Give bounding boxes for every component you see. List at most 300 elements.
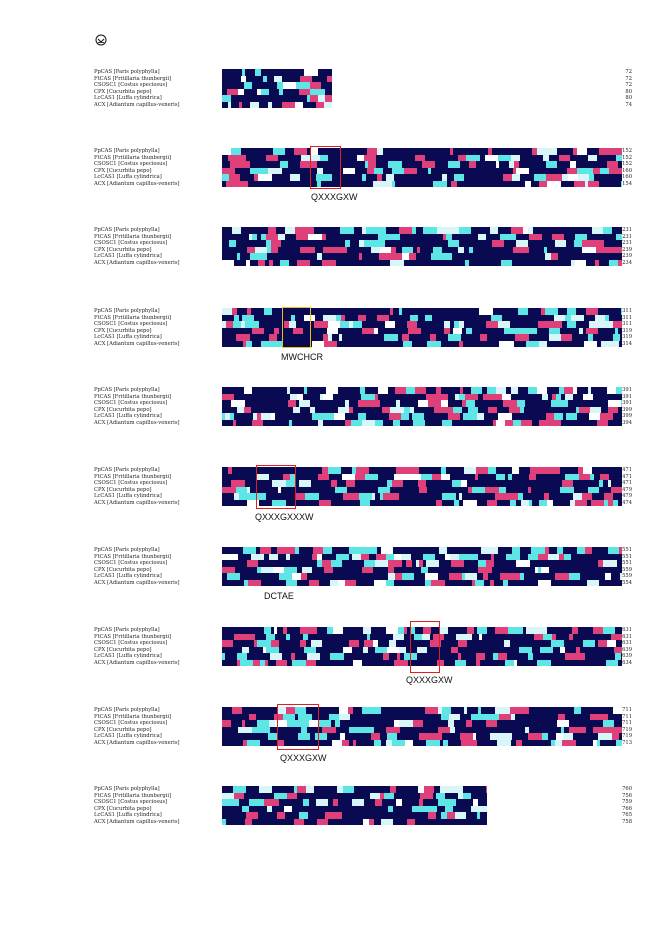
residue-segment	[362, 420, 375, 427]
residue-segment	[226, 819, 236, 826]
sequence-name: CPX [Cucurbita pepo]	[94, 327, 152, 334]
residue-segment	[415, 819, 426, 826]
residue-segment	[276, 660, 287, 667]
residue-segment	[384, 500, 395, 507]
residue-segment	[433, 181, 447, 188]
residue-segment	[555, 740, 562, 747]
residue-segment	[454, 819, 462, 826]
sequence-name: LcCAS1 [Luffa cylindrica]	[94, 174, 162, 180]
residue-segment	[392, 740, 405, 747]
residue-segment	[245, 819, 252, 826]
residue-segment	[515, 580, 524, 587]
sequence-rows	[222, 786, 622, 825]
residue-segment	[370, 341, 380, 348]
residue-segment	[432, 420, 442, 427]
motif-label: MWCHCR	[281, 352, 323, 362]
residue-segment	[505, 660, 514, 667]
residue-segment	[261, 580, 268, 587]
residue-segment	[362, 660, 371, 667]
residue-segment	[250, 260, 258, 267]
residue-segment	[524, 580, 533, 587]
residue-count: 319	[622, 334, 632, 340]
sequence-names	[94, 786, 222, 825]
sequence-name: ACX [Adiantum capillus-veneris]	[94, 259, 180, 266]
sequence-rows	[222, 387, 622, 426]
sequence-name: CSOSC1 [Costus speciosus]	[94, 720, 168, 726]
residue-count: 711	[622, 720, 632, 726]
residue-segment	[441, 341, 451, 348]
motif-label: QXXXGXXXW	[255, 512, 314, 522]
residue-segment	[427, 341, 441, 348]
residue-segment	[426, 740, 440, 747]
sequence-name: LcCAS1 [Luffa cylindrica]	[94, 573, 162, 579]
residue-segment	[574, 580, 587, 587]
residue-segment	[392, 341, 403, 348]
residue-segment	[537, 660, 551, 667]
residue-segment	[544, 740, 551, 747]
sequence-name: FtCAS [Fritillaria thunbergii]	[94, 553, 172, 560]
residue-count: 765	[622, 812, 632, 818]
sequence-name: LcCAS1 [Luffa cylindrica]	[94, 812, 162, 818]
residue-count: 80	[625, 88, 632, 95]
residue-count: 631	[622, 633, 632, 640]
residue-segment	[353, 819, 363, 826]
residue-count: 758	[622, 818, 632, 825]
residue-segment	[225, 580, 235, 587]
residue-segment	[293, 181, 306, 188]
residue-segment	[444, 660, 455, 667]
residue-segment	[400, 420, 413, 427]
residue-segment	[381, 181, 392, 188]
residue-segment	[322, 260, 336, 267]
residue-segment	[248, 580, 261, 587]
sequence-row	[222, 580, 622, 587]
residue-segment	[367, 580, 374, 587]
residue-segment	[273, 260, 280, 267]
residue-segment	[501, 260, 512, 267]
residue-segment	[467, 740, 477, 747]
residue-segment	[512, 181, 522, 188]
residue-segment	[266, 740, 273, 747]
sequence-name: CSOSC1 [Costus speciosus]	[94, 82, 168, 88]
residue-segment	[351, 420, 362, 427]
motif-label: QXXXGXW	[311, 192, 358, 202]
residue-segment	[374, 660, 381, 667]
residue-segment	[316, 102, 324, 109]
residue-segment	[319, 740, 332, 747]
residue-segment	[513, 420, 521, 427]
residue-segment	[356, 580, 367, 587]
residue-segment	[358, 260, 367, 267]
residue-segment	[324, 102, 332, 109]
residue-segment	[551, 580, 561, 587]
residue-segment	[561, 580, 574, 587]
residue-segment	[259, 181, 272, 188]
residue-segment	[479, 819, 487, 826]
sequence-name: CPX [Cucurbita pepo]	[94, 406, 152, 413]
residue-segment	[494, 580, 503, 587]
residue-segment	[532, 260, 542, 267]
residue-counts	[602, 148, 632, 187]
residue-segment	[539, 420, 546, 427]
residue-count: 559	[622, 573, 632, 579]
residue-count: 479	[622, 493, 632, 499]
sequence-name: LcCAS1 [Luffa cylindrica]	[94, 653, 162, 659]
residue-count: 711	[622, 707, 632, 713]
residue-count: 391	[622, 393, 632, 400]
residue-counts	[602, 387, 632, 426]
residue-segment	[508, 580, 515, 587]
residue-count: 711	[622, 713, 632, 720]
residue-segment	[324, 341, 337, 348]
sequence-name: CPX [Cucurbita pepo]	[94, 805, 152, 812]
residue-segment	[523, 660, 537, 667]
residue-segment	[531, 181, 539, 188]
residue-segment	[374, 740, 381, 747]
residue-segment	[336, 260, 344, 267]
residue-count: 471	[622, 480, 632, 486]
residue-count: 474	[622, 499, 632, 506]
sequence-name: CPX [Cucurbita pepo]	[94, 246, 152, 253]
residue-count: 231	[622, 227, 632, 233]
residue-segment	[273, 580, 286, 587]
residue-segment	[413, 740, 426, 747]
sequence-names	[94, 707, 222, 746]
residue-segment	[586, 260, 595, 267]
residue-segment	[380, 341, 392, 348]
residue-segment	[306, 420, 318, 427]
residue-segment	[457, 181, 466, 188]
sequence-names	[94, 227, 222, 266]
residue-segment	[375, 420, 383, 427]
residue-segment	[566, 660, 577, 667]
sequence-rows	[222, 547, 622, 586]
residue-segment	[473, 260, 487, 267]
residue-count: 554	[622, 579, 632, 586]
motif-label: QXXXGXW	[280, 753, 327, 763]
residue-segment	[231, 341, 243, 348]
residue-segment	[395, 181, 409, 188]
sequence-name: CSOSC1 [Costus speciosus]	[94, 640, 168, 646]
sequence-name: PpCAS [Paris polyphylla]	[94, 308, 160, 314]
motif-box	[277, 704, 319, 750]
residue-segment	[386, 580, 394, 587]
sequence-name: CSOSC1 [Costus speciosus]	[94, 560, 168, 566]
residue-segment	[292, 660, 306, 667]
residue-segment	[478, 341, 485, 348]
motif-label: DCTAE	[264, 591, 294, 601]
sequence-name: CSOSC1 [Costus speciosus]	[94, 240, 168, 246]
residue-segment	[297, 260, 310, 267]
residue-segment	[413, 260, 425, 267]
residue-segment	[337, 341, 349, 348]
residue-segment	[248, 181, 259, 188]
residue-segment	[263, 819, 271, 826]
residue-segment	[319, 580, 330, 587]
residue-count: 559	[622, 566, 632, 573]
sequence-name: ACX [Adiantum capillus-veneris]	[94, 579, 180, 586]
motif-box	[282, 307, 311, 348]
residue-segment	[390, 260, 404, 267]
sequence-names	[94, 547, 222, 586]
residue-segment	[538, 580, 551, 587]
sequence-rows	[222, 148, 622, 187]
residue-segment	[411, 580, 425, 587]
sequence-name: CPX [Cucurbita pepo]	[94, 167, 152, 174]
residue-segment	[338, 580, 345, 587]
residue-count: 766	[622, 805, 632, 812]
residue-segment	[497, 740, 508, 747]
residue-segment	[317, 819, 328, 826]
sequence-name: FtCAS [Fritillaria thunbergii]	[94, 75, 172, 82]
sequence-name: CSOSC1 [Costus speciosus]	[94, 161, 168, 167]
residue-segment	[275, 341, 282, 348]
sequence-name: PpCAS [Paris polyphylla]	[94, 707, 160, 713]
residue-count: 760	[622, 786, 632, 792]
residue-segment	[463, 580, 472, 587]
sequence-name: FtCAS [Fritillaria thunbergii]	[94, 473, 172, 480]
sequence-name: LcCAS1 [Luffa cylindrica]	[94, 95, 162, 101]
residue-segment	[442, 420, 452, 427]
residue-segment	[467, 819, 479, 826]
residue-segment	[588, 181, 599, 188]
residue-segment	[395, 500, 409, 507]
residue-segment	[575, 500, 587, 507]
residue-segment	[332, 420, 342, 427]
residue-count: 311	[622, 321, 632, 327]
residue-segment	[272, 102, 282, 109]
residue-segment	[343, 819, 353, 826]
sequence-name: FtCAS [Fritillaria thunbergii]	[94, 314, 172, 321]
residue-segment	[436, 580, 445, 587]
residue-segment	[505, 181, 512, 188]
sequence-name: CSOSC1 [Costus speciosus]	[94, 480, 168, 486]
residue-segment	[282, 102, 295, 109]
residue-count: 311	[622, 308, 632, 314]
residue-segment	[394, 660, 408, 667]
residue-segment	[304, 819, 317, 826]
sequence-name: CSOSC1 [Costus speciosus]	[94, 400, 168, 406]
residue-segment	[472, 181, 484, 188]
residue-segment	[344, 260, 352, 267]
residue-segment	[436, 819, 448, 826]
residue-segment	[381, 260, 390, 267]
sequence-names	[94, 69, 222, 108]
residue-segment	[480, 740, 488, 747]
residue-segment	[345, 580, 356, 587]
sequence-name: FtCAS [Fritillaria thunbergii]	[94, 393, 172, 400]
residue-segment	[546, 420, 557, 427]
residue-segment	[488, 740, 497, 747]
residue-segment	[525, 260, 532, 267]
residue-segment	[365, 181, 373, 188]
sequence-names	[94, 627, 222, 666]
residue-segment	[252, 341, 261, 348]
residue-count: 631	[622, 640, 632, 646]
residue-count: 314	[622, 340, 632, 347]
residue-segment	[357, 181, 365, 188]
residue-segment	[222, 341, 231, 348]
residue-segment	[577, 660, 588, 667]
sequence-name: ACX [Adiantum capillus-veneris]	[94, 659, 180, 666]
residue-count: 231	[622, 233, 632, 240]
residue-count: 391	[622, 387, 632, 393]
residue-segment	[439, 260, 448, 267]
residue-segment	[556, 341, 565, 348]
residue-count: 719	[622, 726, 632, 733]
residue-segment	[236, 420, 243, 427]
motif-label: QXXXGXW	[406, 675, 453, 685]
sequence-name: CPX [Cucurbita pepo]	[94, 726, 152, 733]
residue-segment	[312, 341, 324, 348]
residue-counts	[602, 627, 632, 666]
motif-box	[310, 146, 341, 189]
residue-segment	[330, 580, 338, 587]
residue-segment	[487, 260, 501, 267]
residue-segment	[240, 660, 253, 667]
residue-count: 471	[622, 467, 632, 473]
residue-count: 80	[625, 95, 632, 101]
sequence-name: LcCAS1 [Luffa cylindrica]	[94, 493, 162, 499]
residue-segment	[279, 819, 290, 826]
residue-count: 394	[622, 419, 632, 426]
residue-segment	[312, 500, 319, 507]
sequence-name: ACX [Adiantum capillus-veneris]	[94, 419, 180, 426]
residue-segment	[349, 341, 356, 348]
sequence-name: LcCAS1 [Luffa cylindrica]	[94, 413, 162, 419]
residue-segment	[403, 341, 412, 348]
residue-segment	[247, 740, 260, 747]
residue-count: 719	[622, 733, 632, 739]
residue-segment	[463, 341, 474, 348]
residue-segment	[271, 819, 279, 826]
residue-counts	[602, 786, 632, 825]
sequence-row	[222, 181, 622, 188]
sequence-name: ACX [Adiantum capillus-veneris]	[94, 499, 180, 506]
residue-segment	[225, 500, 234, 507]
sequence-names	[94, 387, 222, 426]
residue-count: 756	[622, 792, 632, 799]
residue-segment	[252, 420, 263, 427]
residue-segment	[231, 740, 243, 747]
residue-segment	[579, 740, 589, 747]
sequence-row	[222, 819, 622, 826]
residue-count: 152	[622, 148, 632, 154]
residue-segment	[356, 740, 370, 747]
residue-counts	[602, 467, 632, 506]
sequence-name: PpCAS [Paris polyphylla]	[94, 627, 160, 633]
sequence-name: PpCAS [Paris polyphylla]	[94, 547, 160, 553]
residue-segment	[445, 580, 458, 587]
residue-segment	[222, 420, 233, 427]
residue-segment	[448, 740, 461, 747]
residue-segment	[284, 181, 293, 188]
sequence-name: PpCAS [Paris polyphylla]	[94, 387, 160, 393]
residue-segment	[272, 181, 284, 188]
residue-segment	[574, 181, 585, 188]
residue-counts	[602, 707, 632, 746]
residue-segment	[347, 181, 357, 188]
residue-segment	[588, 660, 595, 667]
residue-segment	[343, 500, 356, 507]
residue-segment	[562, 740, 576, 747]
residue-segment	[420, 341, 427, 348]
residue-segment	[451, 341, 459, 348]
sequence-name: FtCAS [Fritillaria thunbergii]	[94, 792, 172, 799]
residue-segment	[236, 819, 245, 826]
residue-segment	[551, 660, 562, 667]
residue-count: 639	[622, 653, 632, 659]
residue-segment	[286, 580, 297, 587]
residue-segment	[261, 341, 275, 348]
residue-segment	[478, 420, 489, 427]
residue-segment	[356, 341, 370, 348]
residue-segment	[407, 819, 415, 826]
residue-segment	[512, 260, 525, 267]
sequence-name: PpCAS [Paris polyphylla]	[94, 148, 160, 154]
sequence-row	[222, 260, 622, 267]
residue-segment	[373, 500, 384, 507]
residue-segment	[542, 260, 551, 267]
residue-segment	[505, 420, 513, 427]
sequence-row	[222, 420, 622, 427]
residue-segment	[584, 341, 597, 348]
residue-segment	[353, 660, 362, 667]
residue-segment	[253, 660, 260, 667]
residue-segment	[367, 260, 374, 267]
sequence-name: CSOSC1 [Costus speciosus]	[94, 321, 168, 327]
residue-segment	[539, 500, 547, 507]
residue-segment	[383, 420, 390, 427]
residue-segment	[333, 819, 343, 826]
residue-segment	[409, 500, 419, 507]
residue-segment	[587, 580, 599, 587]
residue-segment	[496, 420, 505, 427]
residue-count: 391	[622, 400, 632, 406]
residue-segment	[565, 420, 572, 427]
residue-segment	[480, 500, 487, 507]
residue-segment	[374, 580, 386, 587]
sequence-rows	[222, 227, 622, 266]
residue-segment	[226, 181, 236, 188]
motif-box	[256, 465, 296, 509]
residue-segment	[394, 580, 407, 587]
residue-segment	[222, 660, 229, 667]
residue-segment	[575, 260, 586, 267]
residue-count: 239	[622, 246, 632, 253]
residue-segment	[485, 341, 499, 348]
residue-count: 152	[622, 154, 632, 161]
residue-segment	[425, 420, 432, 427]
motif-box	[410, 621, 440, 673]
residue-segment	[499, 341, 511, 348]
sequence-name: CPX [Cucurbita pepo]	[94, 486, 152, 493]
residue-count: 634	[622, 659, 632, 666]
residue-count: 72	[625, 82, 632, 88]
residue-segment	[303, 102, 316, 109]
residue-segment	[419, 500, 431, 507]
residue-segment	[466, 660, 476, 667]
sequence-names	[94, 308, 222, 347]
residue-segment	[316, 660, 327, 667]
residue-segment	[295, 102, 303, 109]
residue-count: 231	[622, 240, 632, 246]
residue-count: 551	[622, 547, 632, 553]
residue-segment	[463, 500, 477, 507]
sequence-name: FtCAS [Fritillaria thunbergii]	[94, 233, 172, 240]
sequence-name: ACX [Adiantum capillus-veneris]	[94, 818, 180, 825]
residue-counts	[602, 69, 632, 108]
